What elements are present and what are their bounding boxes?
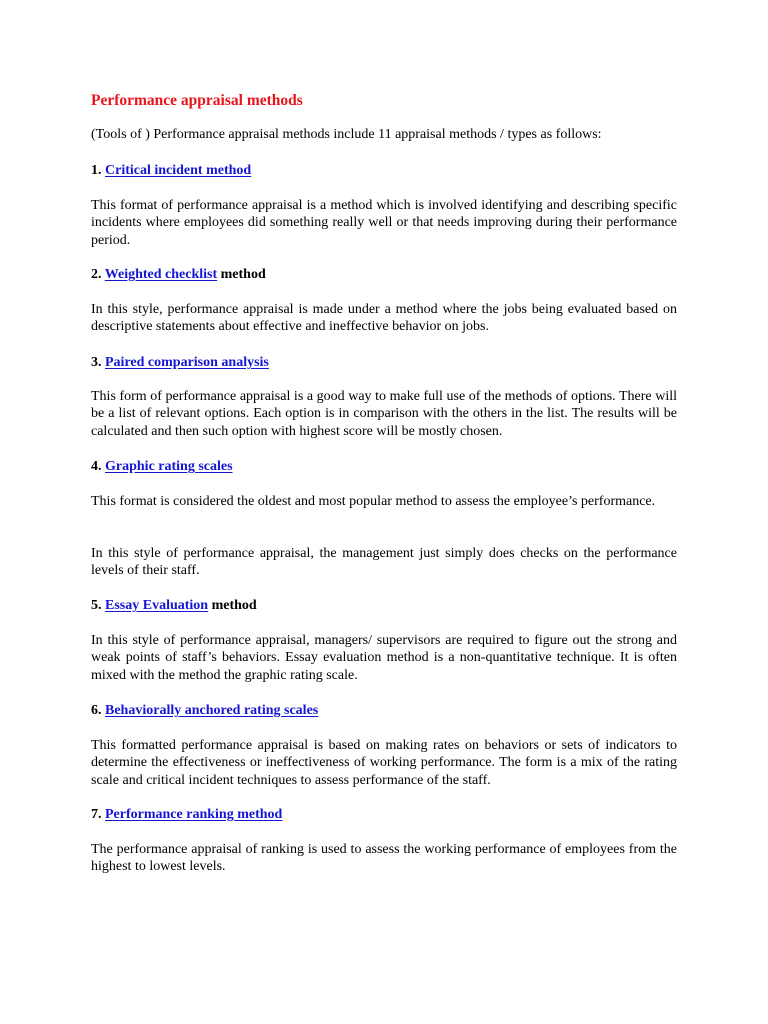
section-paragraph: This form of performance appraisal is a good way to make full use of the methods of options. There will be a list of relevant options. Each option is in comparison with the others in the list. The results will be calculated and then such option with highest score will be mostly chosen. <box>91 389 677 439</box>
link-behaviorally-anchored-rating-scales[interactable]: Behaviorally anchored rating scales <box>105 703 319 718</box>
section-heading-critical-incident <box>91 162 251 180</box>
section-heading-performance-ranking <box>91 806 282 824</box>
section-number: 5. <box>91 598 102 613</box>
section-heading-paired-comparison <box>91 354 269 372</box>
link-paired-comparison-analysis[interactable]: Paired comparison analysis <box>105 355 269 370</box>
section-heading-essay-evaluation <box>91 597 257 615</box>
section-heading-graphic-rating <box>91 458 233 476</box>
link-critical-incident-method[interactable]: Critical incident method <box>105 163 252 178</box>
section-number: 1. <box>91 163 102 178</box>
link-weighted-checklist[interactable]: Weighted checklist <box>104 267 218 282</box>
link-performance-ranking-method[interactable]: Performance ranking method <box>105 807 283 822</box>
link-graphic-rating-scales[interactable]: Graphic rating scales <box>105 459 233 474</box>
intro-paragraph: (Tools of ) Performance appraisal methods include 11 appraisal methods / types as follows: <box>91 127 602 142</box>
section-number: 2. <box>91 267 102 282</box>
section-number: 3. <box>91 355 102 370</box>
section-paragraph: The performance appraisal of ranking is used to assess the working performance of employees from the highest to lowest levels. <box>91 842 677 875</box>
section-number: 6. <box>91 703 102 718</box>
section-paragraph: In this style, performance appraisal is made under a method where the jobs being evaluated based on descriptive statements about effective and ineffective behavior on jobs. <box>91 302 677 335</box>
section-paragraph: This format is considered the oldest and most popular method to assess the employee’s performance. <box>91 494 656 509</box>
page-title: Performance appraisal methods <box>91 92 303 109</box>
section-paragraph: In this style of performance appraisal, the management just simply does checks on the performance levels of their staff. <box>91 546 677 579</box>
section-number: 4. <box>91 459 102 474</box>
section-paragraph: This format of performance appraisal is a method which is involved identifying and describing specific incidents where employees did something really well or that needs improving during their performance period. <box>91 198 677 248</box>
section-heading-suffix: method <box>211 598 257 613</box>
link-essay-evaluation[interactable]: Essay Evaluation <box>105 598 209 613</box>
section-paragraph: In this style of performance appraisal, managers/ supervisors are required to figure out the strong and weak points of staff’s behaviors. Essay evaluation method is a non-quantitative technique. It is often mixed with the method the graphic rating scale. <box>91 633 677 683</box>
section-paragraph: This formatted performance appraisal is based on making rates on behaviors or sets of indicators to determine the effectiveness or ineffectiveness of working performance. The form is a mix of the rating scale and critical incident techniques to assess performance of the staff. <box>91 738 677 788</box>
section-heading-suffix: method <box>220 267 266 282</box>
section-heading-behaviorally-anchored <box>91 702 318 720</box>
section-number: 7. <box>91 807 102 822</box>
section-heading-weighted-checklist <box>91 266 266 284</box>
